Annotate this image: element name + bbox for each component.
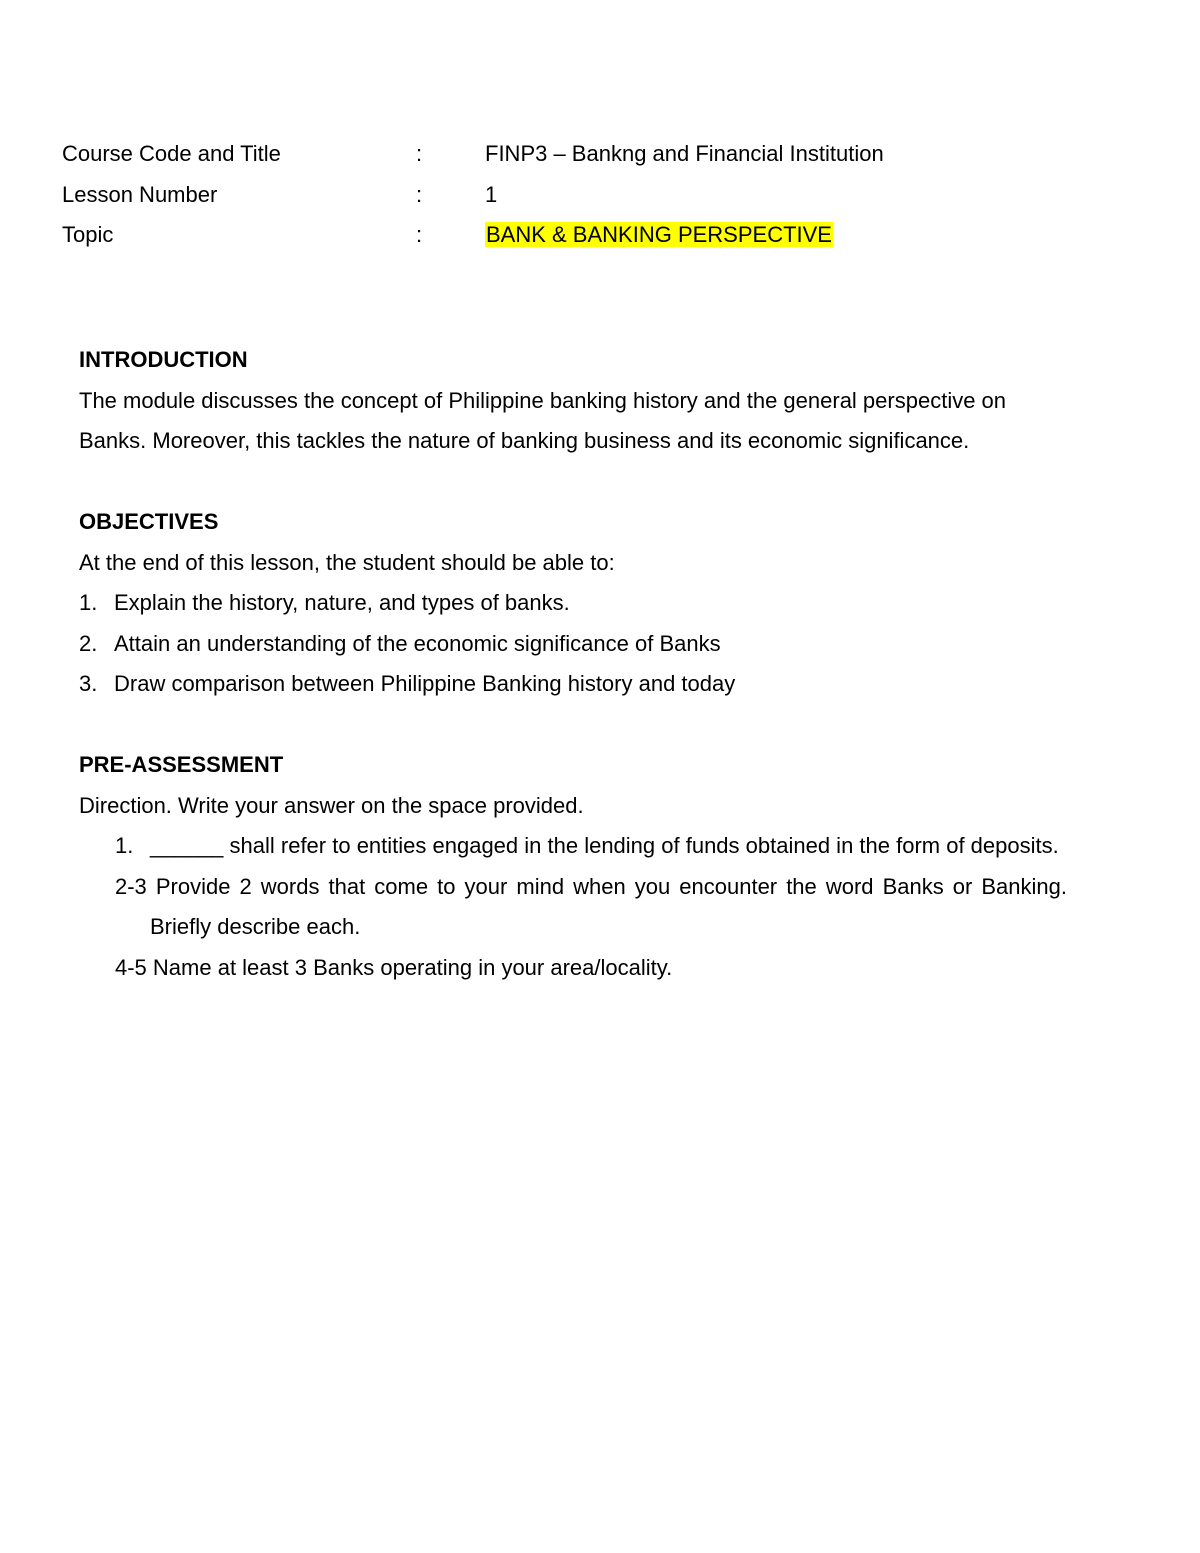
section-spacer [79,462,1067,503]
lesson-number-colon: : [416,181,423,207]
introduction-section [79,340,1067,462]
topic-colon: : [416,222,423,247]
header-row-lesson [62,179,962,220]
course-code-colon: : [416,141,423,166]
objectives-list [79,583,1067,705]
introduction-body: The module discusses the concept of Philippine banking history and the general perspective on Banks. Moreover, this tackles the nature of banking business and its economic significance. [79,387,1007,453]
lesson-number-label: Lesson Number [62,181,218,207]
course-code-value: FINP3 – Bankng and Financial Institution [485,141,884,166]
lesson-number-value: 1 [485,181,498,207]
section-spacer [79,705,1067,746]
assessment-item [115,867,1067,948]
objective-marker: 3. [79,671,98,696]
objectives-title: OBJECTIVES [79,509,219,534]
assessment-text: ______ shall refer to entities engaged in the lending of funds obtained in the form of deposits. [150,833,1059,858]
header-row-course [62,138,962,179]
objectives-section [79,502,1067,705]
pre-assessment-section [79,745,1067,988]
header-row-topic [62,219,962,260]
assessment-item [115,826,1067,867]
assessment-text: 4-5 Name at least 3 Banks operating in your area/locality. [115,954,673,980]
objectives-lead: At the end of this lesson, the student should be able to: [79,549,615,575]
introduction-title: INTRODUCTION [79,347,248,372]
assessment-marker: 1. [115,833,134,858]
assessment-item [115,948,1067,989]
pre-assessment-direction: Direction. Write your answer on the space provided. [79,792,584,818]
topic-value-wrap [485,219,833,251]
objective-item [79,624,1067,665]
assessment-text: 2-3 Provide 2 words that come to your mind when you encounter the word Banks or Banking. Briefly describe each. [115,873,1067,939]
pre-assessment-title: PRE-ASSESSMENT [79,752,284,777]
objective-marker: 2. [79,630,98,656]
objective-text: Draw comparison between Philippine Banking history and today [114,671,736,696]
topic-label: Topic [62,222,114,247]
lesson-content [79,340,1067,988]
objective-item [79,583,1067,624]
objective-text: Attain an understanding of the economic significance of Banks [114,630,721,656]
topic-value: BANK & BANKING PERSPECTIVE [486,222,832,247]
objective-text: Explain the history, nature, and types of banks. [114,590,570,615]
pre-assessment-list [79,826,1067,988]
objective-marker: 1. [79,590,98,615]
objective-item [79,664,1067,705]
lesson-header [62,138,962,260]
course-code-label: Course Code and Title [62,141,281,166]
